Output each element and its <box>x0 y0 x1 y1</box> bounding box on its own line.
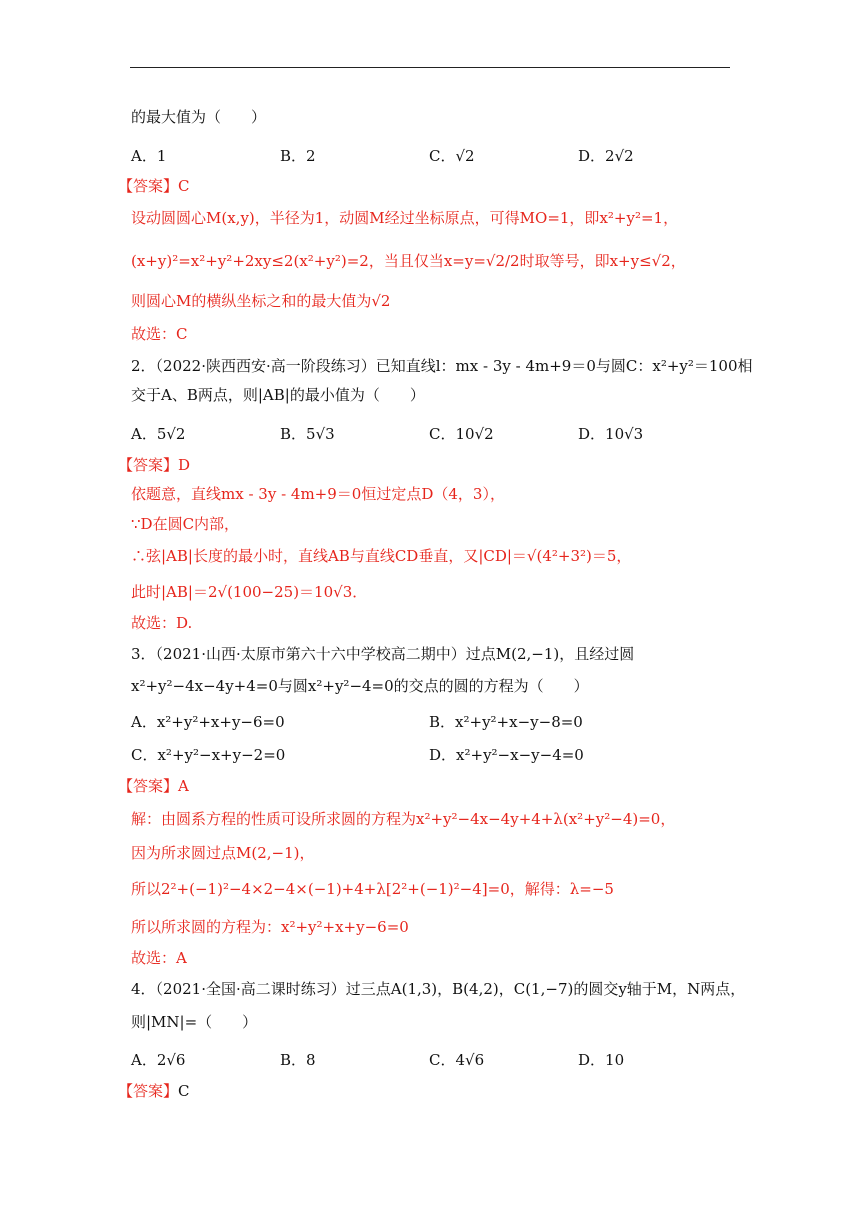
q1-solution-line-3: 则圆心M的横纵坐标之和的最大值为√2 <box>131 292 391 310</box>
answer-label: 【答案】 <box>118 777 179 795</box>
q4-option-d: D．10 <box>578 1051 625 1069</box>
q3-option-a: A．x²+y²+x+y−6=0 <box>131 713 285 731</box>
q1-solution-line-1: 设动圆圆心M(x,y)，半径为1，动圆M经过坐标原点，可得MO=1，即x²+y²=1， <box>131 209 679 227</box>
q3-stem-line-2: x²+y²−4x−4y+4=0与圆x²+y²−4=0的交点的圆的方程为（ ） <box>131 677 589 695</box>
q3-solution-line-5: 故选：A <box>131 949 187 967</box>
answer-value: C <box>178 177 190 195</box>
q1-stem-tail: 的最大值为（ ） <box>131 108 267 126</box>
q4-stem-line-2: 则|MN|=（ ） <box>131 1013 258 1031</box>
q2-stem-line-1: 2．（2022·陕西西安·高一阶段练习）已知直线l：mx - 3y - 4m+9＝0与圆C：x²+y²＝100相 <box>131 357 753 375</box>
q2-option-b: B．5√3 <box>280 425 335 443</box>
q3-option-d: D．x²+y²−x−y−4=0 <box>429 746 584 764</box>
header-rule <box>130 67 730 68</box>
q1-solution-line-2: (x+y)²=x²+y²+2xy≤2(x²+y²)=2，当且仅当x=y=√2/2时取等号，即x+y≤√2， <box>131 252 686 270</box>
q3-option-c: C．x²+y²−x+y−2=0 <box>131 746 286 764</box>
q3-solution-line-4: 所以所求圆的方程为：x²+y²+x+y−6=0 <box>131 918 409 936</box>
q1-option-c: C．√2 <box>429 147 475 165</box>
q4-option-c: C．4√6 <box>429 1051 485 1069</box>
q1-option-a: A．1 <box>131 147 167 165</box>
q4-option-a: A．2√6 <box>131 1051 186 1069</box>
answer-label: 【答案】 <box>118 177 179 195</box>
q4-option-b: B．8 <box>280 1051 316 1069</box>
q1-answer <box>118 175 190 197</box>
q2-option-a: A．5√2 <box>131 425 186 443</box>
q2-stem-line-2: 交于A、B两点，则|AB|的最小值为（ ） <box>131 386 425 404</box>
q4-answer <box>118 1080 190 1102</box>
answer-value: C <box>178 1082 190 1100</box>
q3-solution-line-3: 所以2²+(−1)²−4×2−4×(−1)+4+λ[2²+(−1)²−4]=0，解得：λ=−5 <box>131 880 614 898</box>
q3-stem-line-1: 3．（2021·山西·太原市第六十六中学校高二期中）过点M(2,−1)，且经过圆 <box>131 645 635 663</box>
q2-solution-line-4: 此时|AB|＝2√(100−25)＝10√3． <box>131 583 368 601</box>
q2-option-d: D．10√3 <box>578 425 644 443</box>
q3-option-b: B．x²+y²+x−y−8=0 <box>429 713 583 731</box>
q1-solution-line-4: 故选：C <box>131 325 188 343</box>
q2-solution-line-2: ∵D在圆C内部， <box>131 515 240 533</box>
answer-label: 【答案】 <box>118 1082 179 1100</box>
answer-value: A <box>178 777 189 795</box>
q2-solution-line-1: 依题意，直线mx - 3y - 4m+9＝0恒过定点D（4，3）， <box>131 485 505 503</box>
q1-option-d: D．2√2 <box>578 147 634 165</box>
q3-solution-line-2: 因为所求圆过点M(2,−1)， <box>131 844 315 862</box>
q2-answer <box>118 454 190 476</box>
q2-option-c: C．10√2 <box>429 425 494 443</box>
q4-stem-line-1: 4．（2021·全国·高二课时练习）过三点A(1,3)，B(4,2)，C(1,−7)的圆交y轴于M，N两点， <box>131 980 746 998</box>
q2-solution-line-3: ∴弦|AB|长度的最小时，直线AB与直线CD垂直，又|CD|＝√(4²+3²)＝5， <box>131 547 632 565</box>
q1-option-b: B．2 <box>280 147 316 165</box>
q2-solution-line-5: 故选：D. <box>131 614 193 632</box>
answer-label: 【答案】 <box>118 456 179 474</box>
answer-value: D <box>178 456 191 474</box>
q3-solution-line-1: 解：由圆系方程的性质可设所求圆的方程为x²+y²−4x−4y+4+λ(x²+y²−4)=0， <box>131 810 676 828</box>
q3-answer <box>118 775 189 797</box>
